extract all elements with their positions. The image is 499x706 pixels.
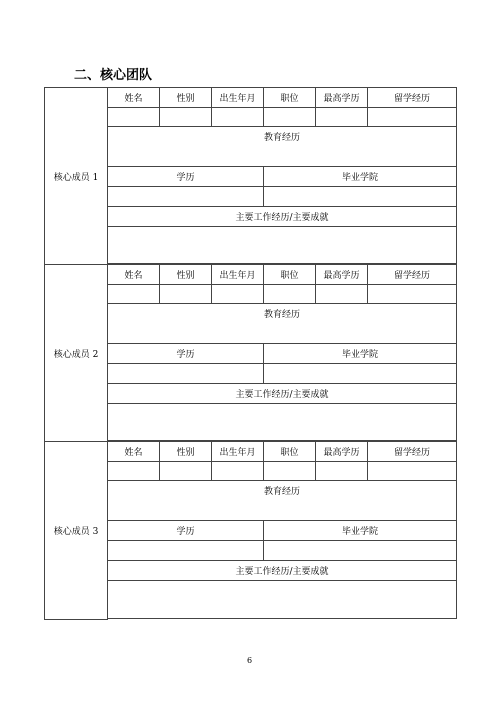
column-header-highest-degree: 最高学历	[316, 265, 368, 285]
member-2-gender-field[interactable]	[160, 285, 212, 304]
member-2-work-label: 主要工作经历/主要成就	[108, 384, 457, 404]
member-3-degree-field[interactable]	[316, 462, 368, 481]
member-3-gender-field[interactable]	[160, 462, 212, 481]
column-header-study-abroad: 留学经历	[368, 88, 457, 108]
member-2-position-field[interactable]	[264, 285, 316, 304]
member-1-degree-field[interactable]	[108, 187, 264, 207]
column-header-position: 职位	[264, 442, 316, 462]
member-1-position-field[interactable]	[264, 108, 316, 127]
member-3-label: 核心成员 3	[45, 442, 108, 620]
member-1-degree-label: 学历	[108, 167, 264, 187]
member-3-position-field[interactable]	[264, 462, 316, 481]
member-1-work-field[interactable]	[108, 227, 457, 264]
member-3-degree-field[interactable]	[108, 541, 264, 561]
member-2-degree-field[interactable]	[316, 285, 368, 304]
member-3-school-label: 毕业学院	[264, 521, 457, 541]
column-header-birth-date: 出生年月	[212, 88, 264, 108]
member-2-education-label: 教育经历	[108, 304, 457, 344]
member-2-abroad-field[interactable]	[368, 285, 457, 304]
core-team-table	[44, 87, 457, 620]
member-3-work-label: 主要工作经历/主要成就	[108, 561, 457, 581]
member-3-name-field[interactable]	[108, 462, 160, 481]
member-1-header-row	[45, 88, 457, 108]
column-header-birth-date: 出生年月	[212, 442, 264, 462]
member-1-work-label: 主要工作经历/主要成就	[108, 207, 457, 227]
member-2-work-field[interactable]	[108, 404, 457, 441]
member-3-education-label: 教育经历	[108, 481, 457, 521]
page-number: 6	[246, 656, 253, 665]
member-2-degree-field[interactable]	[108, 364, 264, 384]
column-header-birth-date: 出生年月	[212, 265, 264, 285]
column-header-study-abroad: 留学经历	[368, 265, 457, 285]
member-3-abroad-field[interactable]	[368, 462, 457, 481]
column-header-name: 姓名	[108, 442, 160, 462]
member-1-abroad-field[interactable]	[368, 108, 457, 127]
column-header-name: 姓名	[108, 88, 160, 108]
column-header-study-abroad: 留学经历	[368, 442, 457, 462]
column-header-position: 职位	[264, 88, 316, 108]
member-2-header-row	[45, 265, 457, 285]
column-header-highest-degree: 最高学历	[316, 88, 368, 108]
section-title: 二、核心团队	[74, 68, 153, 83]
member-1-birth-date-field[interactable]	[212, 108, 264, 127]
member-1-education-label: 教育经历	[108, 127, 457, 167]
member-1-gender-field[interactable]	[160, 108, 212, 127]
column-header-gender: 性别	[160, 265, 212, 285]
member-1-school-label: 毕业学院	[264, 167, 457, 187]
column-header-gender: 性别	[160, 442, 212, 462]
member-2-birth-date-field[interactable]	[212, 285, 264, 304]
member-2-label: 核心成员 2	[45, 265, 108, 442]
member-3-degree-label: 学历	[108, 521, 264, 541]
member-2-school-label: 毕业学院	[264, 344, 457, 364]
member-3-header-row	[45, 442, 457, 462]
member-3-school-field[interactable]	[264, 541, 457, 561]
member-2-school-field[interactable]	[264, 364, 457, 384]
member-1-school-field[interactable]	[264, 187, 457, 207]
member-2-degree-label: 学历	[108, 344, 264, 364]
column-header-name: 姓名	[108, 265, 160, 285]
member-3-work-field[interactable]	[108, 581, 457, 619]
column-header-gender: 性别	[160, 88, 212, 108]
member-1-name-field[interactable]	[108, 108, 160, 127]
column-header-highest-degree: 最高学历	[316, 442, 368, 462]
column-header-position: 职位	[264, 265, 316, 285]
member-1-label: 核心成员 1	[45, 88, 108, 265]
member-1-degree-field[interactable]	[316, 108, 368, 127]
member-3-birth-date-field[interactable]	[212, 462, 264, 481]
member-2-name-field[interactable]	[108, 285, 160, 304]
